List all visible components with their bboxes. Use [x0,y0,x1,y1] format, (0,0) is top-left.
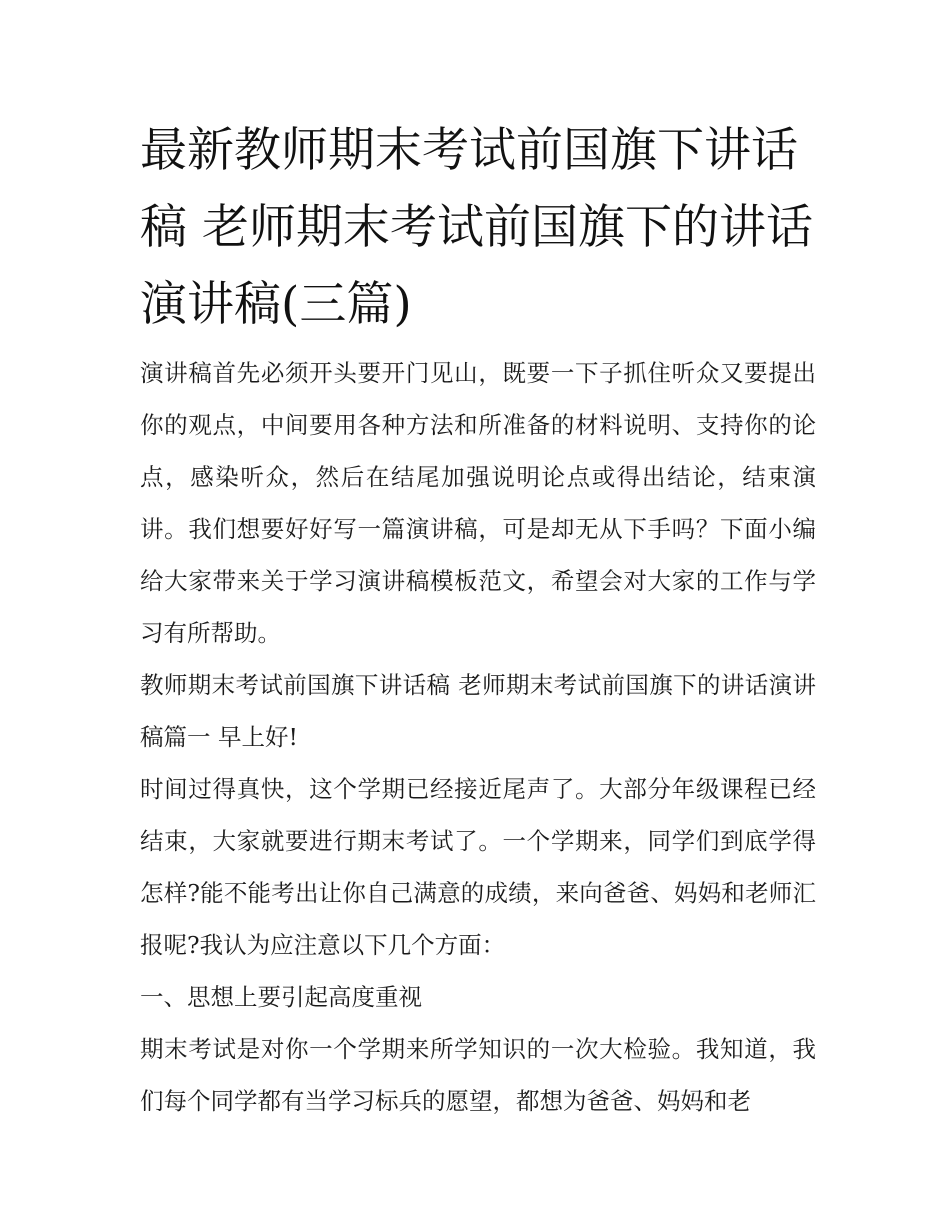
body-paragraph: 时间过得真快，这个学期已经接近尾声了。大部分年级课程已经结束，大家就要进行期末考试了。一个学期来，同学们到底学得怎样?能不能考出让你自己满意的成绩，来向爸爸、妈妈和老师汇报呢?我认为应注意以下几个方面： [140,775,816,959]
intro-paragraph: 演讲稿首先必须开头要开门见山，既要一下子抓住听众又要提出你的观点，中间要用各种方法和所准备的材料说明、支持你的论点，感染听众，然后在结尾加强说明论点或得出结论，结束演讲。我们想要好好写一篇演讲稿，可是却无从下手吗？下面小编给大家带来关于学习演讲稿模板范文，希望会对大家的工作与学习有所帮助。 [140,359,816,647]
document-content [140,112,816,1127]
body-paragraph: 期末考试是对你一个学期来所学知识的一次大检验。我知道，我们每个同学都有当学习标兵的愿望，都想为爸爸、妈妈和老 [140,1035,816,1115]
subheading-paragraph: 一、思想上要引起高度重视 [140,983,422,1011]
document-title: 最新教师期末考试前国旗下讲话稿 老师期末考试前国旗下的讲话演讲稿(三篇) [140,123,813,332]
section-heading-paragraph: 教师期末考试前国旗下讲话稿 老师期末考试前国旗下的讲话演讲稿篇一 早上好! [140,671,816,751]
